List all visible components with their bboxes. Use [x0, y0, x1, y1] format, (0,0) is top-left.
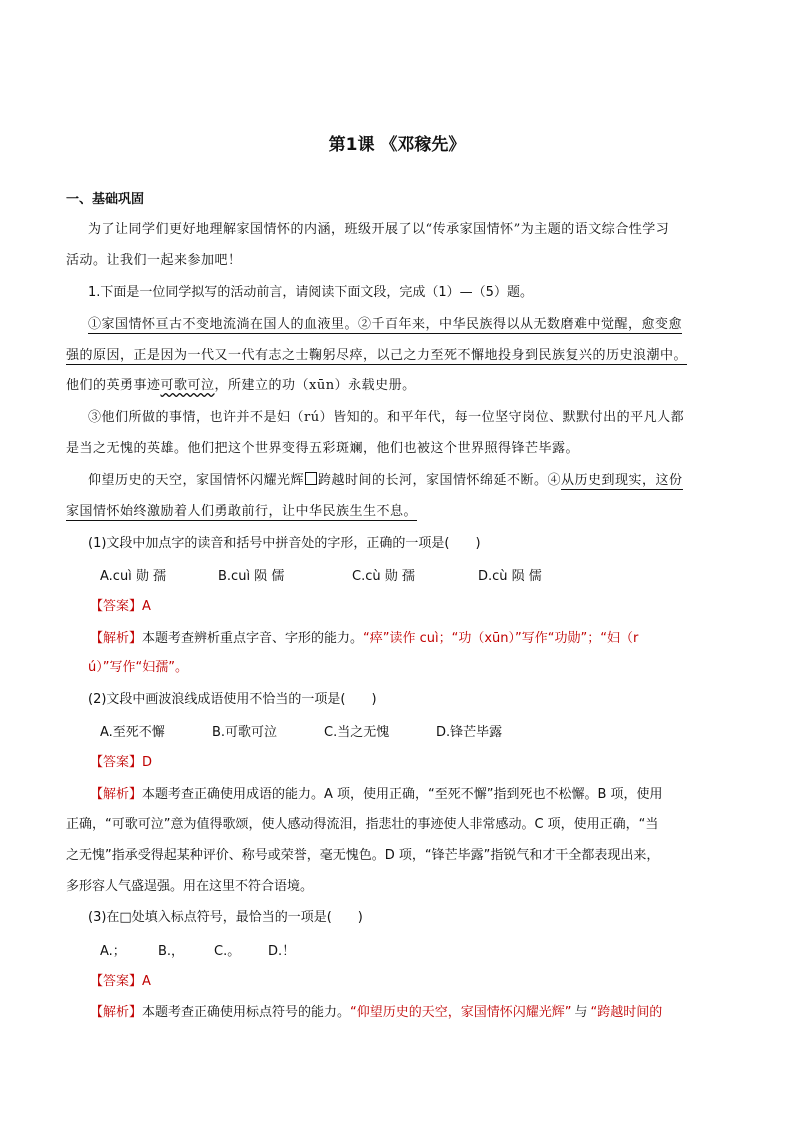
- q2-option-a: A.至死不懈: [100, 725, 165, 740]
- section-heading: 一、基础巩固: [66, 192, 145, 207]
- q3-answer: [90, 971, 151, 992]
- passage-line-7: [66, 502, 417, 522]
- q3-stem: (3)在□处填入标点符号，最恰当的一项是( ): [88, 910, 363, 925]
- intro-line-2: 活动。让我们一起来参加吧！: [66, 253, 242, 268]
- q2-answer: [90, 752, 152, 773]
- passage-text: 他们的英勇事迹: [66, 378, 161, 393]
- page-title: 第1课 《邓稼先》: [328, 135, 466, 155]
- q2-option-c: C.当之无愧: [324, 725, 390, 740]
- passage-line-1: [88, 315, 682, 335]
- q1-option-c: C.cù 勋 孺: [352, 569, 415, 584]
- answer-value: A: [142, 974, 151, 989]
- passage-underlined-text: 家国情怀始终激励着人们勇敢前行，让中华民族生生不息。: [66, 504, 418, 519]
- answer-value: A: [142, 599, 151, 614]
- q1-stem: (1)文段中加点字的读音和括号中拼音处的字形，正确的一项是( ): [88, 536, 481, 551]
- q2-analysis-line-1: [90, 784, 663, 805]
- q1-option-a: A.cuì 勋 孺: [100, 569, 167, 584]
- answer-value: D: [142, 755, 153, 770]
- answer-label: 【答案】: [90, 974, 143, 989]
- q2-stem: (2)文段中画波浪线成语使用不恰当的一项是( ): [88, 692, 377, 707]
- passage-line-4: ③他们所做的事情，也许并不是妇（rú）皆知的。和平年代，每一位坚守岗位、默默付出的平凡人都: [88, 410, 685, 425]
- analysis-text-highlight: “仰望历史的天空，家国情怀闪耀光辉”: [350, 1005, 572, 1020]
- passage-text: 仰望历史的天空，家国情怀闪耀光辉: [88, 473, 305, 488]
- q1-option-d: D.cù 陨 儒: [478, 569, 542, 584]
- passage-underlined-text: 从历史到现实，这份: [561, 473, 683, 488]
- answer-label: 【答案】: [90, 599, 143, 614]
- q1-option-b: B.cuì 陨 儒: [218, 569, 285, 584]
- q3-analysis-line-1: [90, 1002, 662, 1023]
- passage-underlined-text: ①家国情怀亘古不变地流淌在国人的血液里。②千百年来，中华民族得以从无数磨难中觉醒，愈变愈: [88, 317, 683, 332]
- analysis-text: 本题考查正确使用标点符号的能力。: [142, 1005, 351, 1020]
- analysis-label: 【解析】: [90, 787, 143, 802]
- q3-option-c: C.。: [214, 944, 241, 959]
- blank-box: [305, 472, 317, 485]
- analysis-text: 本题考查辨析重点字音、字形的能力。: [142, 631, 364, 646]
- analysis-text: 本题考查正确使用成语的能力。A 项，使用正确，“至死不懈”指到死也不松懈。B 项，使用: [142, 787, 663, 802]
- q1-analysis-line-1: [90, 628, 638, 649]
- q2-analysis-line-4: 多形容人气盛逞强。用在这里不符合语境。: [66, 879, 314, 894]
- passage-text: ，所建立的功（xūn）永载史册。: [214, 378, 416, 393]
- analysis-text-highlight: “跨越时间的: [590, 1005, 663, 1020]
- answer-label: 【答案】: [90, 755, 143, 770]
- q1-analysis-line-2: ú）”写作“妇孺”。: [88, 660, 188, 675]
- passage-text: 跨越时间的长河，家国情怀绵延不断。④: [318, 473, 562, 488]
- question-main: 1.下面是一位同学拟写的活动前言，请阅读下面文段，完成（1）—（5）题。: [88, 285, 533, 300]
- q2-option-b: B.可歌可泣: [212, 725, 278, 740]
- q3-option-b: B.，: [158, 944, 185, 959]
- passage-line-2: [66, 346, 687, 366]
- analysis-text: 与: [574, 1005, 588, 1020]
- q1-answer: [90, 596, 151, 617]
- wavy-idiom: 可歌可泣: [160, 378, 215, 393]
- q3-option-a: A.；: [100, 944, 126, 959]
- q3-option-d: D.！: [268, 944, 296, 959]
- passage-line-5: 是当之无愧的英雄。他们把这个世界变得五彩斑斓，他们也被这个世界照得锋芒毕露。: [66, 441, 580, 456]
- analysis-label: 【解析】: [90, 631, 143, 646]
- passage-underlined-text: 强的原因，正是因为一代又一代有志之士鞠躬尽瘁，以己之力至死不懈地投身到民族复兴的历史浪潮中。: [66, 348, 688, 363]
- intro-line-1: 为了让同学们更好地理解家国情怀的内涵，班级开展了以“传承家国情怀”为主题的语文综合性学习: [88, 222, 670, 237]
- passage-line-3: [66, 376, 416, 396]
- q2-option-d: D.锋芒毕露: [436, 725, 503, 740]
- passage-line-6: [88, 471, 683, 491]
- analysis-label: 【解析】: [90, 1005, 143, 1020]
- q2-analysis-line-2: 正确，“可歌可泣”意为值得歌颂，使人感动得流泪，指悲壮的事迹使人非常感动。C 项，使用正确，“当: [66, 817, 659, 832]
- analysis-text-highlight: “瘁”读作 cuì；“功（xūn）”写作“功勋”；“妇（r: [363, 631, 639, 646]
- q2-analysis-line-3: 之无愧”指承受得起某种评价、称号或荣誉，毫无愧色。D 项，“锋芒毕露”指锐气和才干全都表现出来，: [66, 848, 660, 863]
